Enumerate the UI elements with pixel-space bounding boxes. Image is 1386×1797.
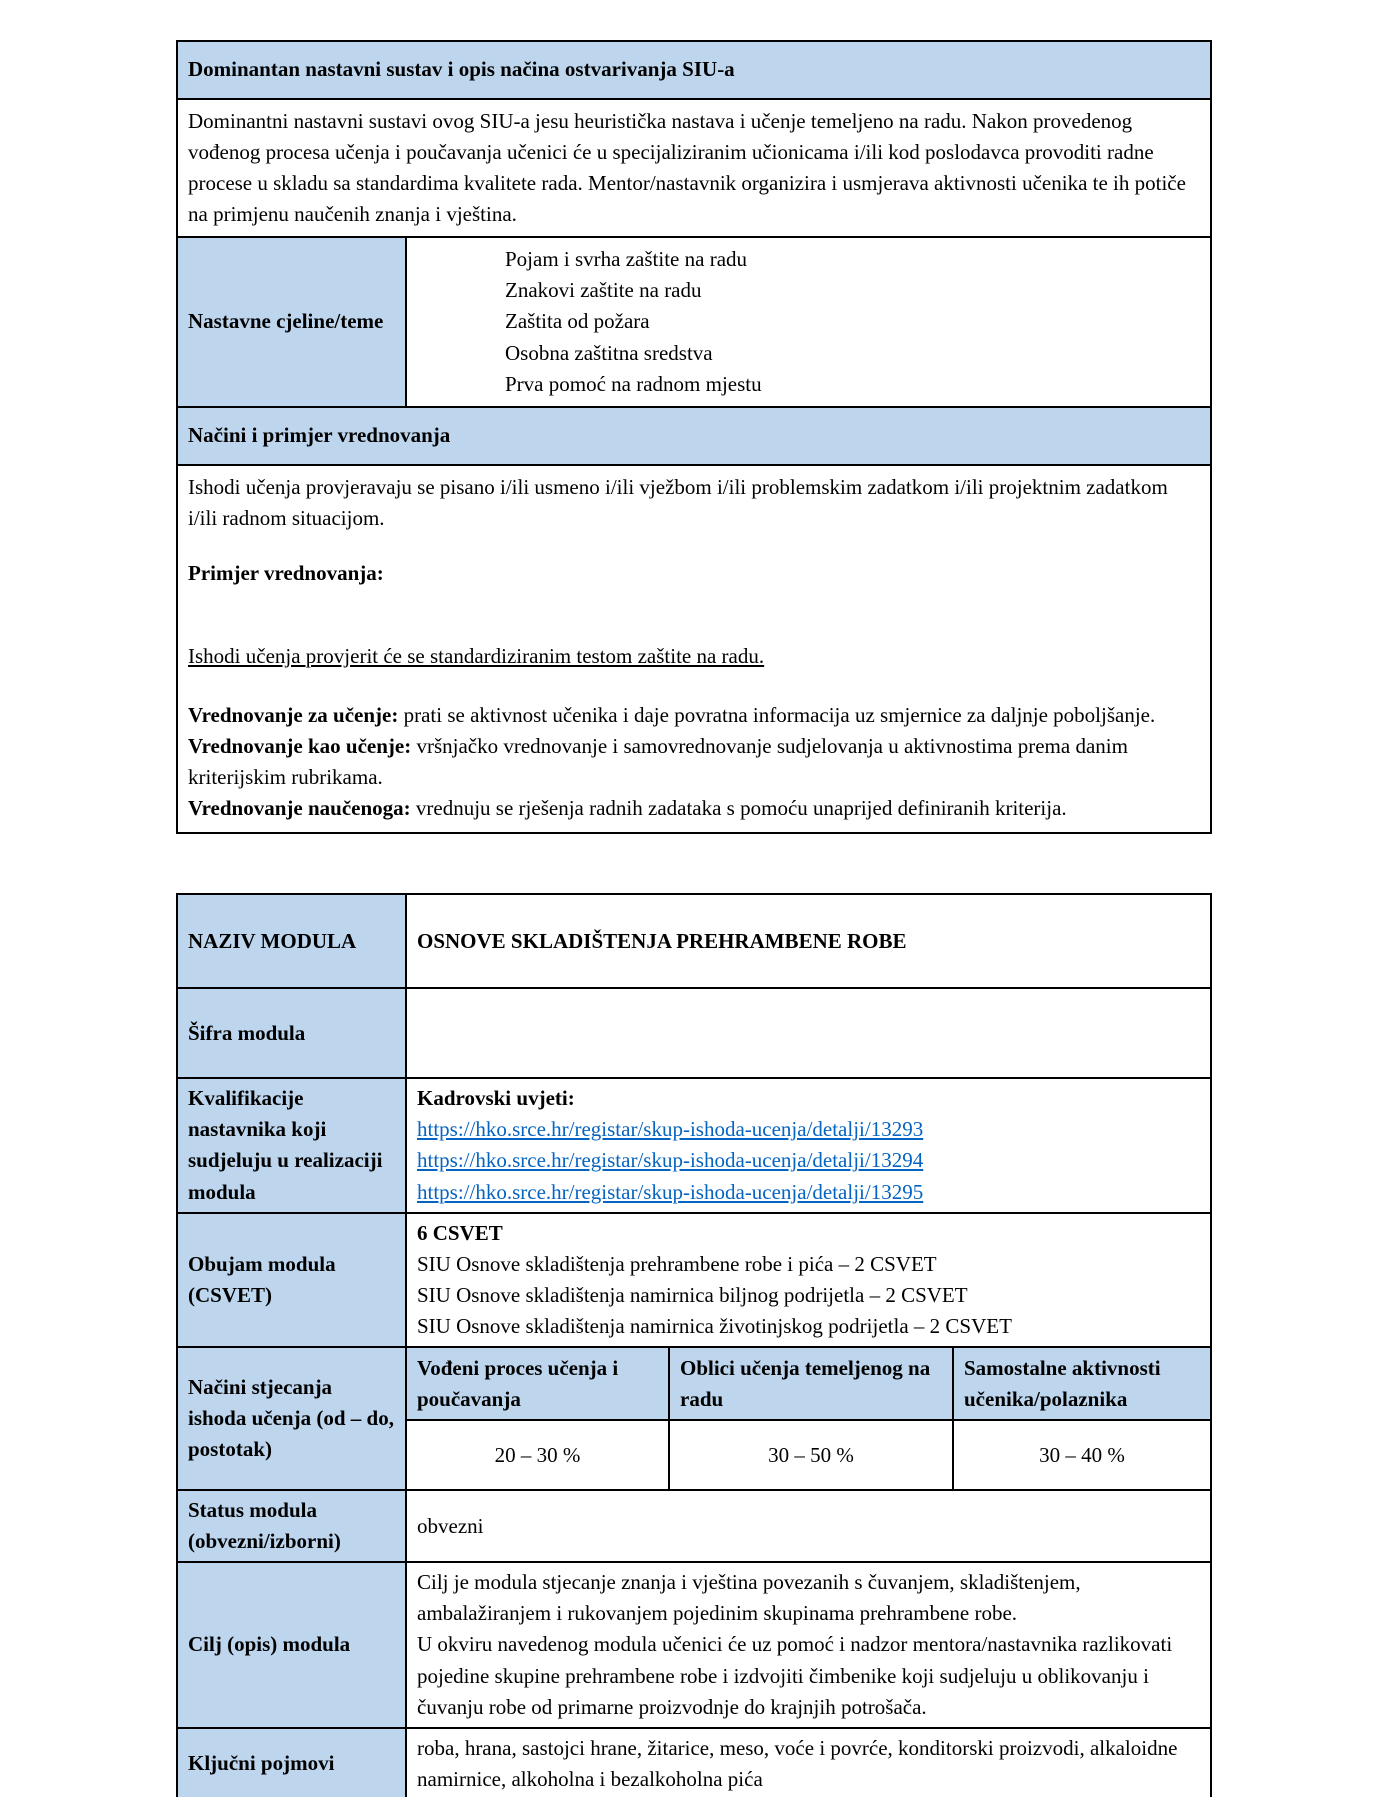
topic-item: Zaštita od požara: [505, 309, 650, 334]
row-label-naziv-modula: NAZIV MODULA: [177, 894, 406, 988]
pct-vodeni-proces: 20 – 30 %: [406, 1420, 669, 1490]
col-header-vodeni-proces: Vođeni proces učenja i poučavanja: [406, 1347, 669, 1420]
row-label-obujam-modula: Obujam modula (CSVET): [177, 1213, 406, 1347]
kvalifikacije-cell: [406, 1078, 1211, 1212]
cilj-paragraph: U okviru navedenog modula učenici će uz pomoć i nadzor mentora/nastavnika razlikovati pojedine skupine prehrambene robe i izdvojiti čimbenike koji sudjeluju u oblikovanju i čuvanju robe od primarne proizvodnje do krajnjih potrošača.: [417, 1632, 1173, 1719]
topic-item: Pojam i svrha zaštite na radu: [505, 247, 748, 272]
eval-item-label: Vrednovanje kao učenje:: [188, 734, 412, 759]
example-text-underlined: Ishodi učenja provjerit će se standardiziranim testom zaštite na radu.: [188, 643, 765, 668]
cilj-modula-cell: [406, 1562, 1211, 1727]
row-label-nacini-stjecanja: Načini stjecanja ishoda učenja (od – do, postotak): [177, 1347, 406, 1490]
cilj-paragraph: Cilj je modula stjecanje znanja i vještina povezanih s čuvanjem, skladištenjem, ambalažiranjem i rukovanjem pojedinim skupinama prehrambene robe.: [417, 1570, 1081, 1626]
kljucni-pojmovi-value: roba, hrana, sastojci hrane, žitarice, meso, voće i povrće, konditorski proizvodi, alkaloidne namirnice, alkoholna i bezalkoholna pića: [406, 1728, 1211, 1797]
csvet-line: SIU Osnove skladištenja namirnica biljnog podrijetla – 2 CSVET: [417, 1282, 968, 1307]
csvet-total: 6 CSVET: [417, 1220, 503, 1245]
link-row: [417, 1114, 1200, 1145]
intro-cell: [177, 99, 1211, 237]
pct-samostalne-aktivnosti: 30 – 40 %: [953, 1420, 1211, 1490]
table-modul: [176, 893, 1212, 1797]
row-label-sifra-modula: Šifra modula: [177, 988, 406, 1078]
evaluation-intro: Ishodi učenja provjeravaju se pisano i/ili usmeno i/ili vježbom i/ili problemskim zadatkom i/ili projektnim zadatkom i/ili radnom situacijom.: [188, 474, 1168, 530]
row-label-cilj-modula: Cilj (opis) modula: [177, 1562, 406, 1727]
example-label: Primjer vrednovanja:: [188, 560, 384, 585]
topic-item: Prva pomoć na radnom mjestu: [505, 371, 762, 396]
document-content: [176, 40, 1210, 1797]
link-row: [417, 1145, 1200, 1176]
pct-oblici-ucenja: 30 – 50 %: [669, 1420, 953, 1490]
section-header-nastavni-sustav: Dominantan nastavni sustav i opis načina ostvarivanja SIU-a: [177, 41, 1211, 99]
kadrovski-uvjeti-heading: Kadrovski uvjeti:: [417, 1086, 575, 1111]
evaluation-cell: [177, 465, 1211, 834]
csvet-line: SIU Osnove skladištenja prehrambene robe i pića – 2 CSVET: [417, 1251, 937, 1276]
hko-link-13294[interactable]: https://hko.srce.hr/registar/skup-ishoda-ucenja/detalji/13294: [417, 1148, 924, 1173]
eval-item: [188, 793, 1200, 824]
col-header-oblici-ucenja: Oblici učenja temeljenog na radu: [669, 1347, 953, 1420]
eval-item-label: Vrednovanje za učenje:: [188, 703, 399, 728]
row-label-kvalifikacije: Kvalifikacije nastavnika koji sudjeluju u realizaciji modula: [177, 1078, 406, 1212]
hko-link-13295[interactable]: https://hko.srce.hr/registar/skup-ishoda-ucenja/detalji/13295: [417, 1179, 924, 1204]
section-header-vrednovanje: Načini i primjer vrednovanja: [177, 407, 1211, 465]
link-row: [417, 1177, 1200, 1208]
obujam-cell: [406, 1213, 1211, 1347]
topics-cell: [406, 237, 1211, 406]
eval-item: [188, 731, 1200, 793]
table-nastavni-sustav: [176, 40, 1212, 834]
eval-item-text: vršnjačko vrednovanje i samovrednovanje sudjelovanja u aktivnostima prema danim kriterijskim rubrikama.: [188, 734, 1128, 790]
eval-item: [188, 700, 1200, 731]
sifra-modula-value: [406, 988, 1211, 1078]
hko-link-13293[interactable]: https://hko.srce.hr/registar/skup-ishoda-ucenja/detalji/13293: [417, 1117, 924, 1142]
csvet-line: SIU Osnove skladištenja namirnica životinjskog podrijetla – 2 CSVET: [417, 1313, 1012, 1338]
eval-item-label: Vrednovanje naučenoga:: [188, 796, 411, 821]
col-header-samostalne-aktivnosti: Samostalne aktivnosti učenika/polaznika: [953, 1347, 1211, 1420]
eval-item-text: vrednuju se rješenja radnih zadataka s pomoću unaprijed definiranih kriterija.: [410, 796, 1067, 821]
topics-label: Nastavne cjeline/teme: [177, 237, 406, 406]
row-label-status-modula: Status modula (obvezni/izborni): [177, 1490, 406, 1562]
row-label-kljucni-pojmovi: Ključni pojmovi: [177, 1728, 406, 1797]
topic-item: Osobna zaštitna sredstva: [505, 340, 713, 365]
topic-item: Znakovi zaštite na radu: [505, 278, 702, 303]
naziv-modula-value: OSNOVE SKLADIŠTENJA PREHRAMBENE ROBE: [406, 894, 1211, 988]
eval-item-text: prati se aktivnost učenika i daje povratna informacija uz smjernice za daljnje poboljšanje.: [398, 703, 1156, 728]
intro-paragraph: Dominantni nastavni sustavi ovog SIU-a jesu heuristička nastava i učenje temeljeno na radu. Nakon provedenog vođenog procesa učenja i poučavanja učenici će u specijaliziranim učionicama i/ili kod poslodavca provoditi radne procese u skladu sa standardima kvalitete rada. Mentor/nastavnik organizira i usmjerava aktivnosti učenika te ih potiče na primjenu naučenih znanja i vještina.: [188, 109, 1186, 227]
status-modula-value: obvezni: [406, 1490, 1211, 1562]
